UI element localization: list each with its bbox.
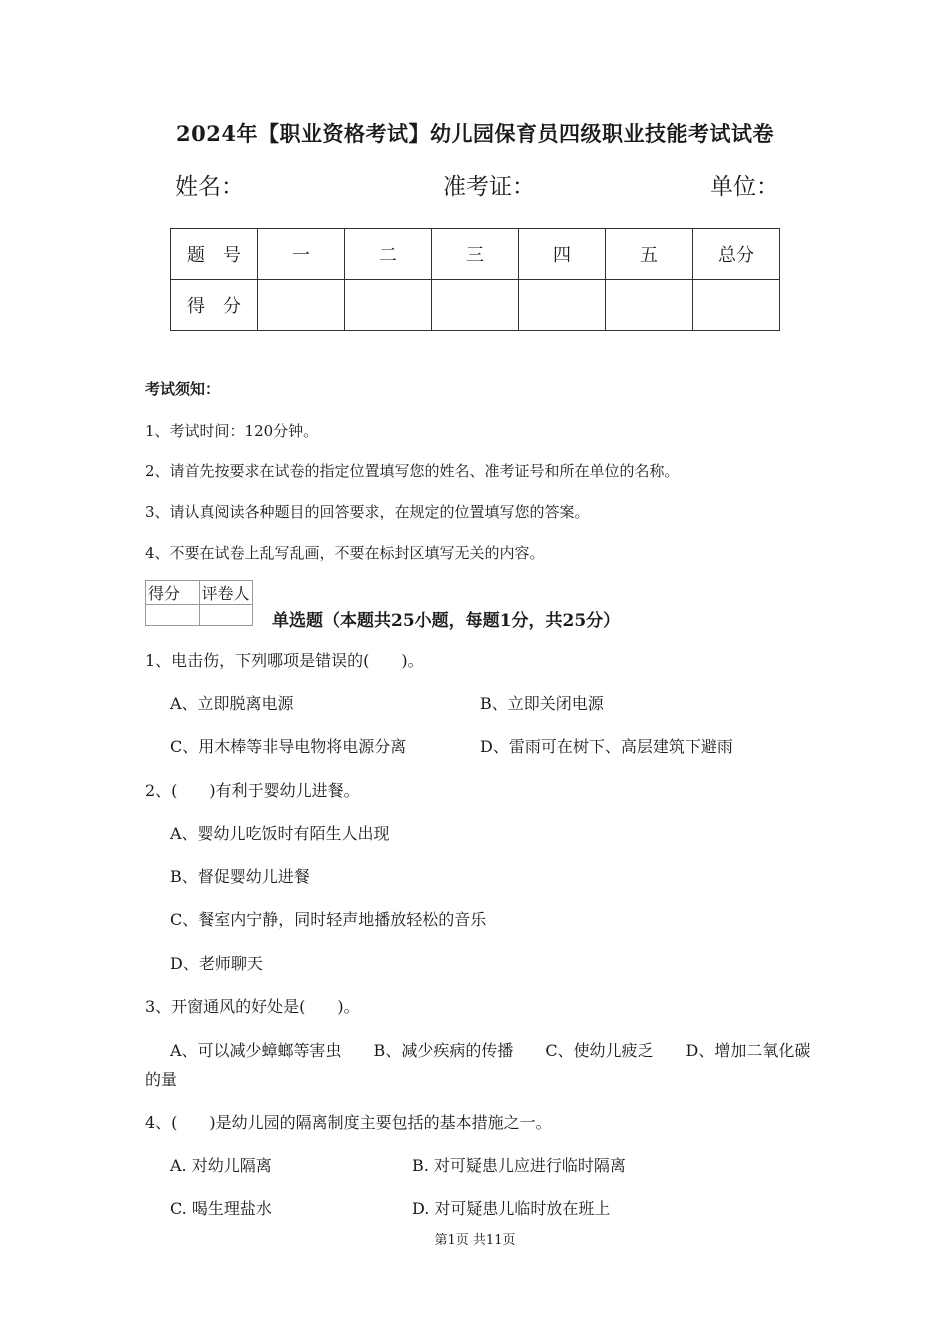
score-header-cell: 总分 [693, 229, 780, 280]
score-cell[interactable] [258, 280, 345, 331]
score-cell[interactable] [345, 280, 432, 331]
score-cell[interactable] [432, 280, 519, 331]
score-header-cell: 五 [606, 229, 693, 280]
notice-item: 2、请首先按要求在试卷的指定位置填写您的姓名、准考证号和所在单位的名称。 [145, 462, 680, 480]
question-1-option-c[interactable]: C、用木棒等非导电物将电源分离 [170, 737, 407, 756]
question-3-stem: 3、开窗通风的好处是( )。 [145, 997, 360, 1016]
exam-id-label: 准考证： [443, 174, 535, 200]
question-1-option-a[interactable]: A、立即脱离电源 [170, 694, 294, 713]
score-row-label: 得 分 [171, 280, 258, 331]
grader-box [145, 580, 253, 626]
grader-reviewer-label: 评卷人 [199, 581, 253, 605]
grader-score-cell[interactable] [146, 605, 200, 626]
notice-heading: 考试须知： [145, 380, 221, 398]
question-4-option-d[interactable]: D. 对可疑患儿临时放在班上 [412, 1199, 611, 1218]
score-cell[interactable] [519, 280, 606, 331]
score-table-score-row [171, 280, 780, 331]
question-3-options-continued: 的量 [145, 1070, 178, 1089]
grader-reviewer-cell[interactable] [199, 605, 253, 626]
unit-label: 单位： [710, 174, 779, 200]
question-4-option-c[interactable]: C. 喝生理盐水 [170, 1199, 272, 1218]
score-header-cell: 题 号 [171, 229, 258, 280]
score-table [170, 228, 780, 331]
score-header-cell: 一 [258, 229, 345, 280]
question-4-stem: 4、( )是幼儿园的隔离制度主要包括的基本措施之一。 [145, 1113, 552, 1132]
question-3-options[interactable]: A、可以减少蟑螂等害虫 B、减少疾病的传播 C、使幼儿疲乏 D、增加二氧化碳 [170, 1041, 811, 1060]
question-4-option-b[interactable]: B. 对可疑患儿应进行临时隔离 [412, 1156, 626, 1175]
page-title: 2024年【职业资格考试】幼儿园保育员四级职业技能考试试卷 [176, 121, 774, 146]
grader-score-label: 得分 [146, 581, 200, 605]
score-cell[interactable] [606, 280, 693, 331]
name-label: 姓名： [175, 174, 244, 200]
notice-item: 1、考试时间：120分钟。 [145, 422, 319, 440]
question-2-stem: 2、( )有利于婴幼儿进餐。 [145, 781, 360, 800]
question-4-option-a[interactable]: A. 对幼儿隔离 [170, 1156, 272, 1175]
score-header-cell: 四 [519, 229, 606, 280]
page-footer: 第1页 共11页 [434, 1233, 516, 1248]
score-table-header-row [171, 229, 780, 280]
question-2-option-c[interactable]: C、餐室内宁静，同时轻声地播放轻松的音乐 [170, 910, 487, 929]
score-cell[interactable] [693, 280, 780, 331]
notice-item: 3、请认真阅读各种题目的回答要求，在规定的位置填写您的答案。 [145, 503, 590, 521]
score-header-cell: 三 [432, 229, 519, 280]
question-2-option-a[interactable]: A、婴幼儿吃饭时有陌生人出现 [170, 824, 390, 843]
score-header-cell: 二 [345, 229, 432, 280]
question-1-stem: 1、电击伤，下列哪项是错误的( )。 [145, 651, 424, 670]
notice-item: 4、不要在试卷上乱写乱画，不要在标封区填写无关的内容。 [145, 544, 545, 562]
question-2-option-d[interactable]: D、老师聊天 [170, 954, 263, 973]
question-1-option-b[interactable]: B、立即关闭电源 [480, 694, 604, 713]
section-title: 单选题（本题共25小题，每题1分，共25分） [272, 611, 621, 631]
question-2-option-b[interactable]: B、督促婴幼儿进餐 [170, 867, 310, 886]
question-1-option-d[interactable]: D、雷雨可在树下、高层建筑下避雨 [480, 737, 733, 756]
